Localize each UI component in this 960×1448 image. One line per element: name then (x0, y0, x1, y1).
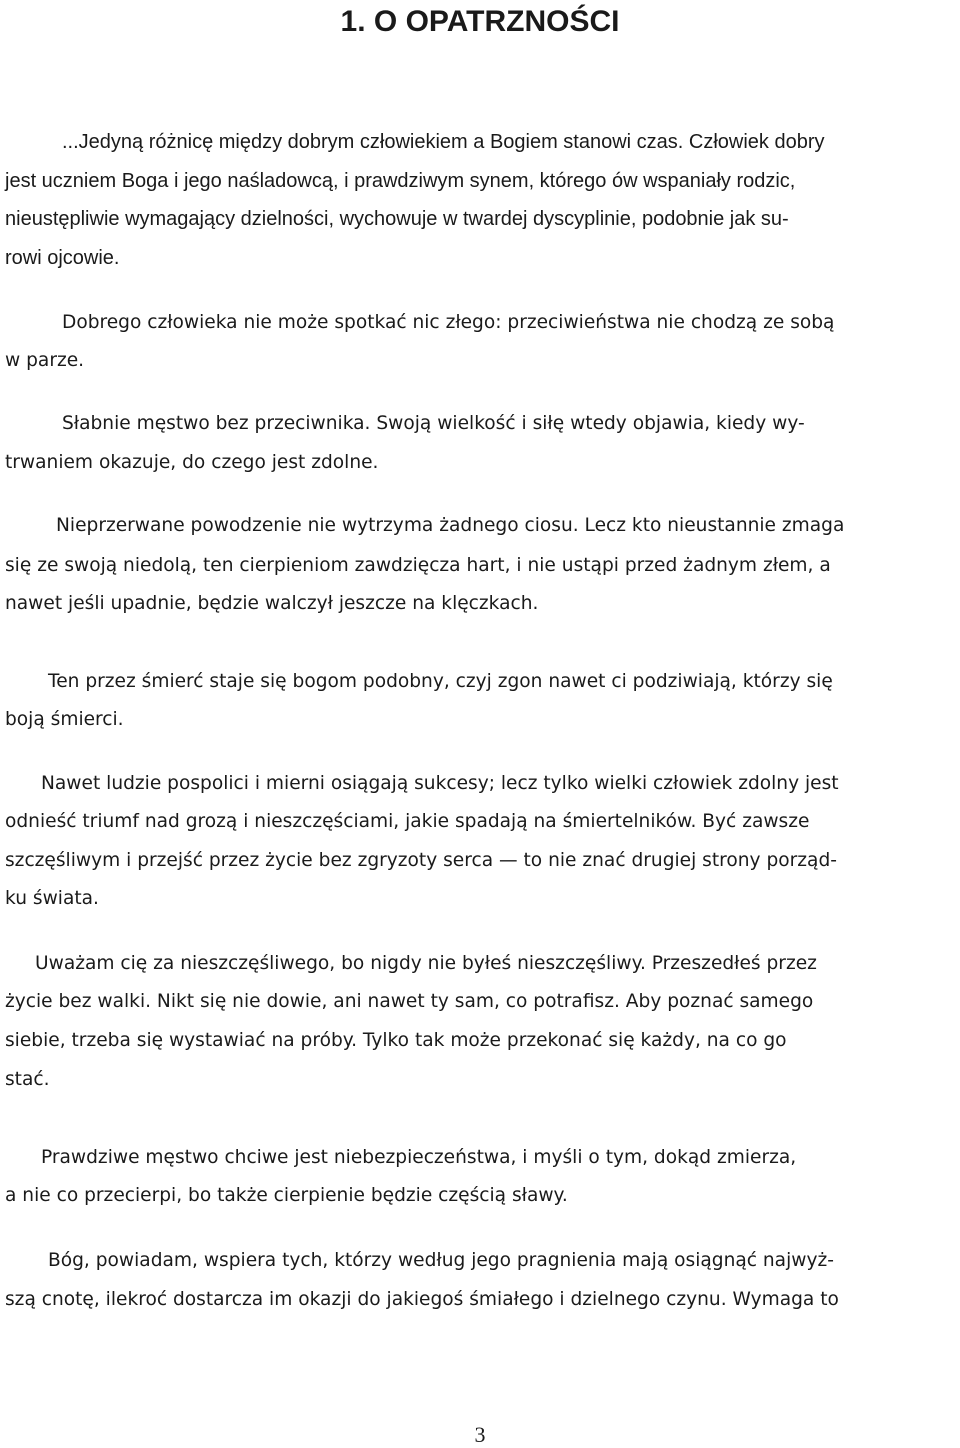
text-line: Bóg, powiadam, wspiera tych, którzy według jego pragnienia mają osiągnąć najwyż- (48, 1250, 834, 1271)
text-line: Uważam cię za nieszczęśliwego, bo nigdy nie byłeś nieszczęśliwy. Przeszedłeś przez (35, 953, 817, 974)
text-line: Ten przez śmierć staje się bogom podobny, czyj zgon nawet ci podziwiają, którzy się (48, 671, 833, 692)
text-line: a nie co przecierpi, bo także cierpienie będzie częścią sławy. (5, 1185, 568, 1206)
page-number: 3 (474, 1422, 486, 1447)
text-line: boją śmierci. (5, 709, 124, 730)
text-line: ku świata. (5, 888, 99, 909)
text-line: Nieprzerwane powodzenie nie wytrzyma żadnego ciosu. Lecz kto nieustannie zmaga (56, 515, 845, 536)
text-line: jest uczniem Boga i jego naśladowcą, i prawdziwym synem, którego ów wspaniały rodzic, (5, 170, 796, 192)
text-line: szczęśliwym i przejść przez życie bez zgryzoty serca — to nie znać drugiej strony porząd- (5, 850, 837, 871)
text-line: w parze. (5, 350, 85, 371)
text-line: rowi ojcowie. (5, 247, 120, 269)
text-line: Dobrego człowieka nie może spotkać nic złego: przeciwieństwa nie chodzą ze sobą (62, 312, 835, 333)
text-line: odnieść triumf nad grozą i nieszczęściami, jakie spadają na śmiertelników. Być zawsze (5, 811, 810, 832)
text-line: trwaniem okazuje, do czego jest zdolne. (5, 452, 379, 473)
text-line: nawet jeśli upadnie, będzie walczył jeszcze na klęczkach. (5, 593, 539, 614)
text-line: się ze swoją niedolą, ten cierpieniom zawdzięcza hart, i nie ustąpi przed żadnym złem, a (5, 555, 831, 576)
text-line: Prawdziwe męstwo chciwe jest niebezpieczeństwa, i myśli o tym, dokąd zmierza, (41, 1147, 797, 1168)
text-line: siebie, trzeba się wystawiać na próby. Tylko tak może przekonać się każdy, na co go (5, 1030, 787, 1051)
text-line: stać. (5, 1069, 50, 1090)
page-title: 1. O OPATRZNOŚCI (340, 5, 620, 38)
text-line: szą cnotę, ilekroć dostarcza im okazji do jakiegoś śmiałego i dzielnego czynu. Wymaga to (5, 1289, 839, 1310)
text-line: Słabnie męstwo bez przeciwnika. Swoją wielkość i siłę wtedy objawia, kiedy wy- (62, 413, 805, 434)
text-line: Nawet ludzie pospolici i mierni osiągają sukcesy; lecz tylko wielki człowiek zdolny jest (41, 773, 839, 794)
text-line: ...Jedyną różnicę między dobrym człowiekiem a Bogiem stanowi czas. Człowiek dobry (62, 131, 825, 153)
text-line: życie bez walki. Nikt się nie dowie, ani nawet ty sam, co potrafisz. Aby poznać samego (5, 991, 814, 1012)
text-line: nieustępliwie wymagający dzielności, wychowuje w twardej dyscyplinie, podobnie jak su- (5, 208, 789, 230)
